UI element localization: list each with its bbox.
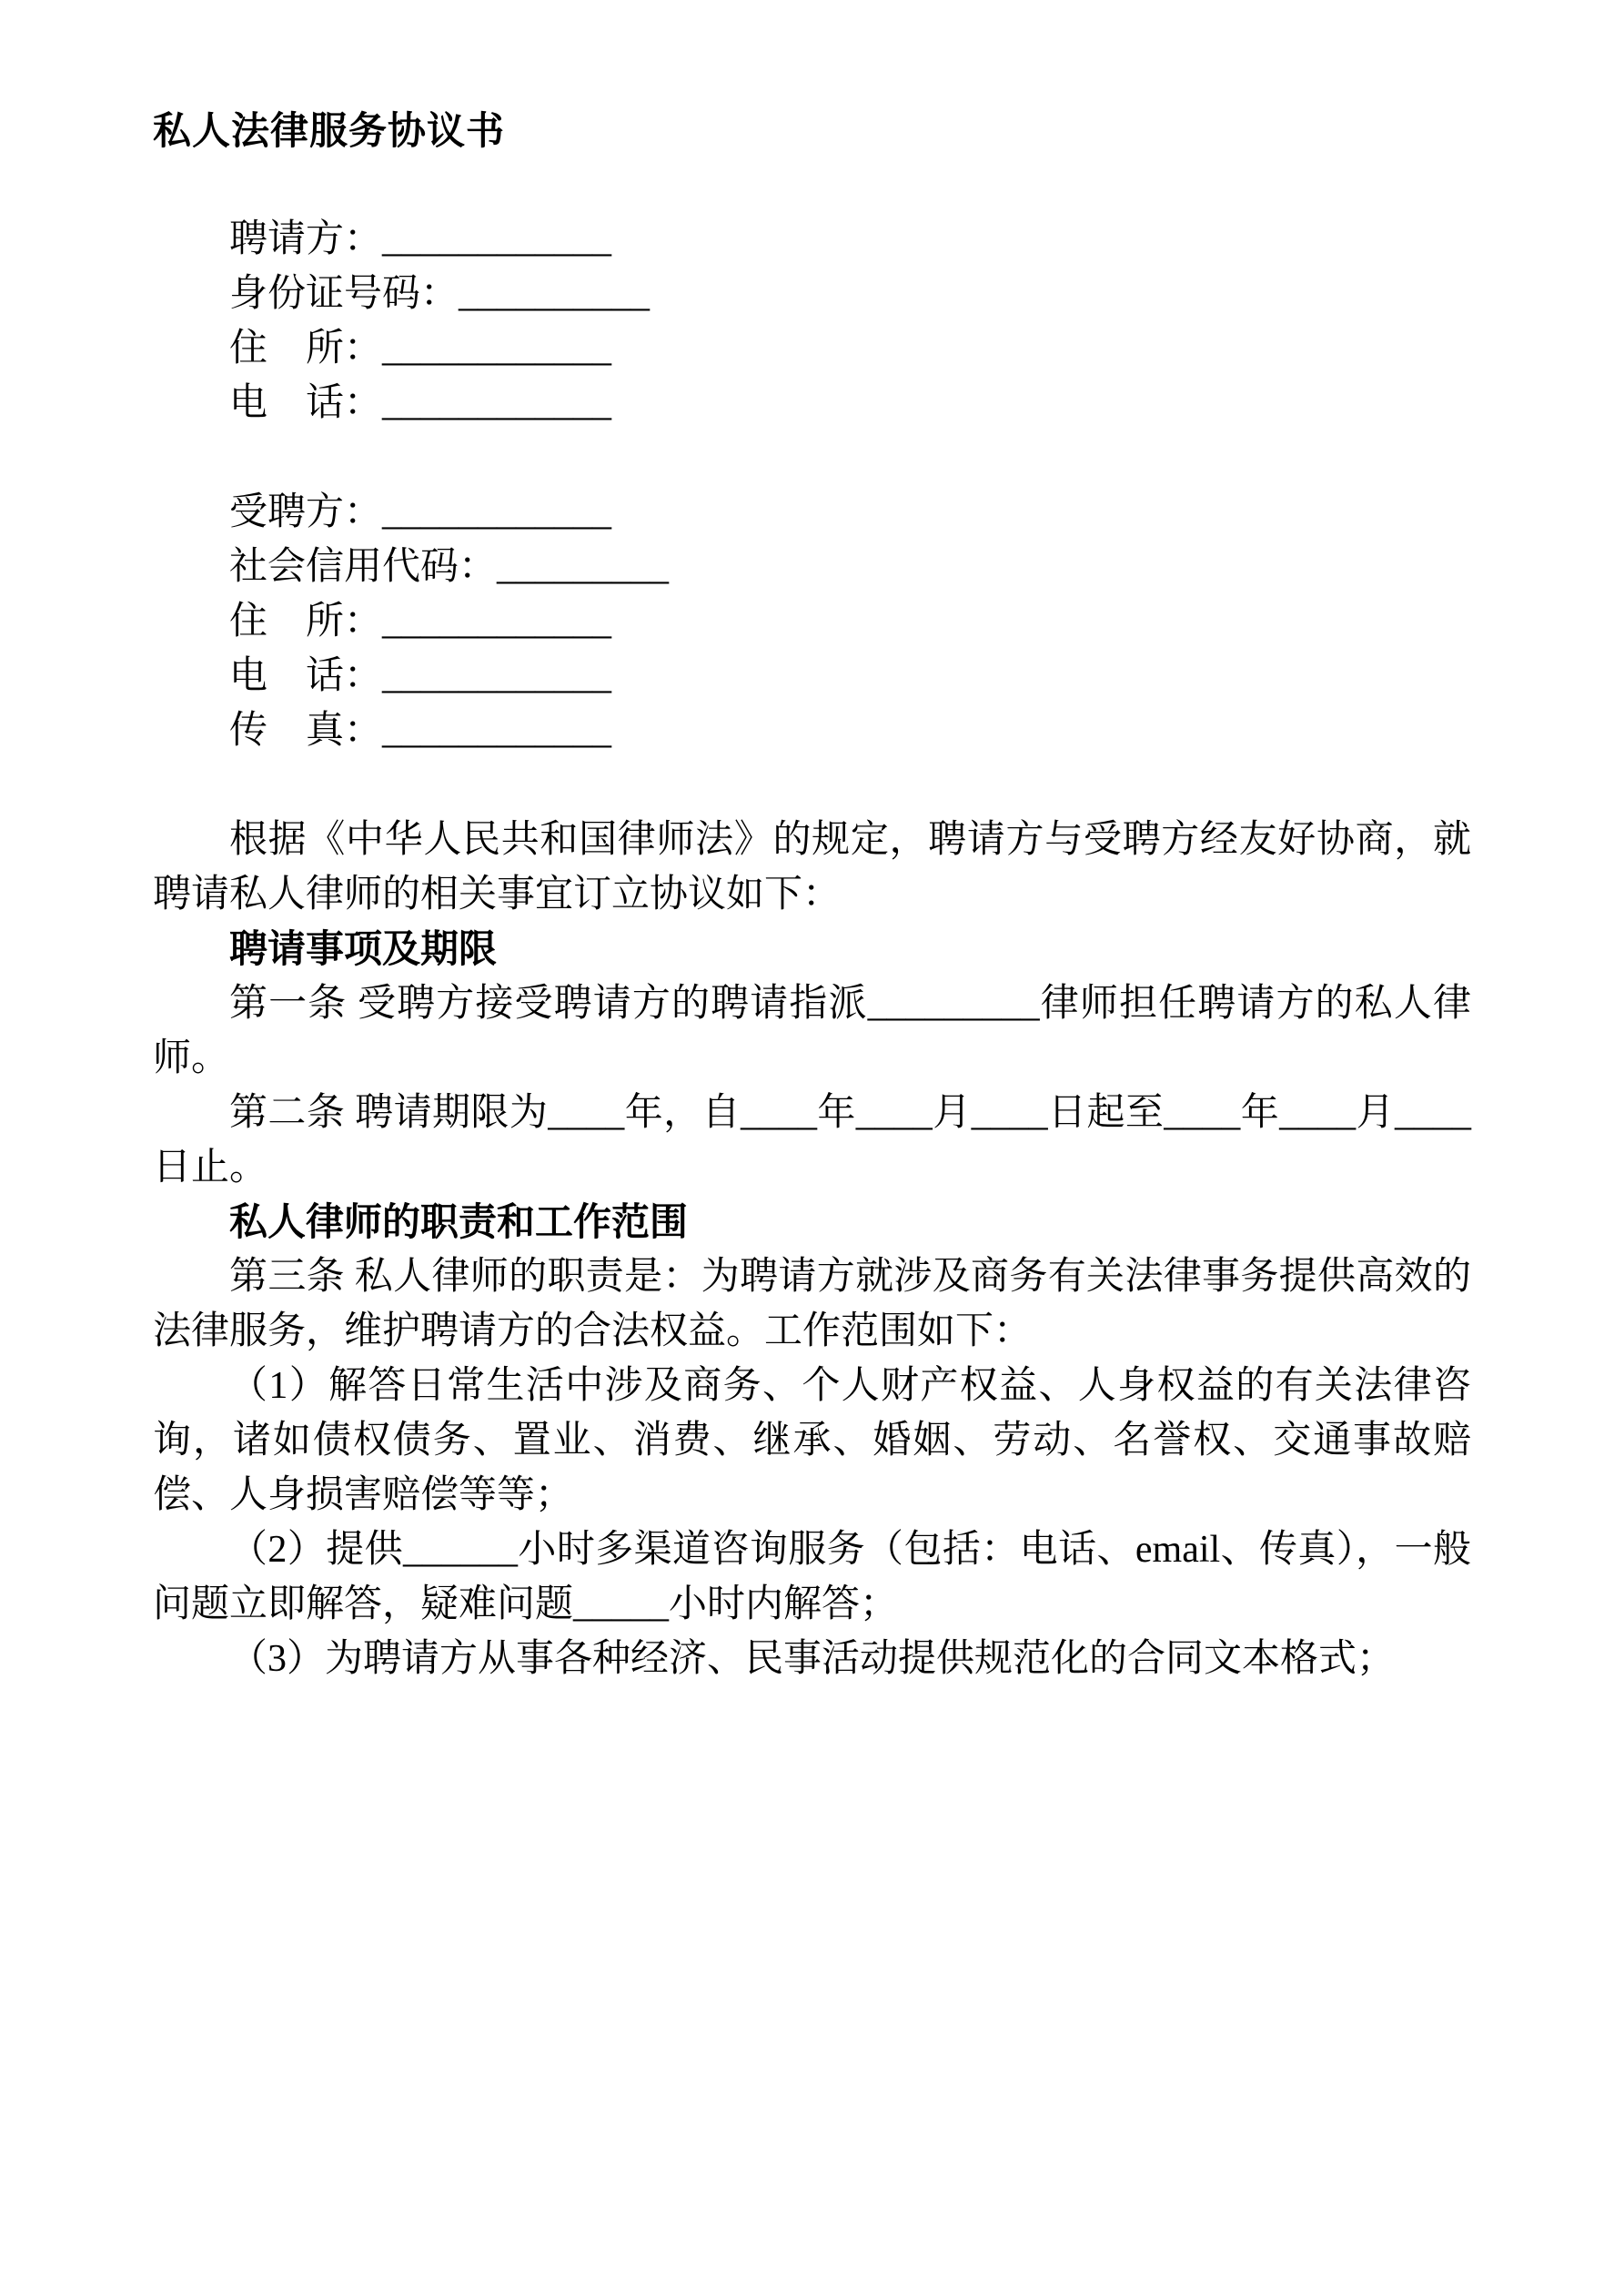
field-id-number: 身份证号码：__________ (229, 272, 651, 315)
work-scope-item-1: （1）解答日常生活中涉及商务、个人财产权益、人身权益的有关法律咨询，诸如债权债务、置业、消费、继承、婚姻、劳动、名誉权、交通事故赔偿、人身损害赔偿等等； (153, 1364, 1471, 1516)
hiring-party-block (153, 212, 1471, 430)
field-social-credit-code: 社会信用代码：_________ (229, 545, 670, 588)
field-hiring-party-name: 聘请方：____________ (229, 217, 612, 260)
section-heading-lawyer-duties: 私人律师的职责和工作范围 (229, 1199, 689, 1243)
document-title: 私人法律服务协议书 (153, 109, 506, 152)
intro-paragraph: 根据《中华人民共和国律师法》的规定，聘请方与受聘方经友好协商，就聘请私人律师的相关事宜订立协议如下： (153, 818, 1471, 915)
section-heading-appointment-term: 聘请事项及期限 (229, 926, 498, 970)
work-scope-item-2: （2）提供______小时多渠道咨询服务（包括：电话、email、传真），一般问题立即解答，疑难问题_____小时内解答； (153, 1528, 1471, 1625)
field-hiring-address: 住 所：____________ (229, 327, 612, 369)
field-hiring-phone: 电 话：____________ (229, 381, 612, 424)
work-scope-item-3: （3）为聘请方从事各种经济、民事活动提供规范化的合同文本格式； (229, 1637, 1396, 1680)
field-hired-party-name: 受聘方：____________ (229, 491, 612, 533)
article-2: 第二条 聘请期限为____年，自____年____月____日起至____年____月____日止。 (153, 1091, 1471, 1188)
hired-party-block (153, 485, 1471, 758)
field-hired-fax: 传 真：____________ (229, 709, 612, 752)
field-hired-phone: 电 话：____________ (229, 654, 612, 697)
article-1: 第一条 受聘方接受聘请方的聘请指派_________律师担任聘请方的私人律师。 (153, 982, 1471, 1079)
article-3: 第三条 私人律师的职责是：为聘请方就涉及商务有关法律事务提供高效的法律服务，维护聘请方的合法权益。工作范围如下： (153, 1255, 1471, 1352)
field-hired-address: 住 所：____________ (229, 600, 612, 642)
